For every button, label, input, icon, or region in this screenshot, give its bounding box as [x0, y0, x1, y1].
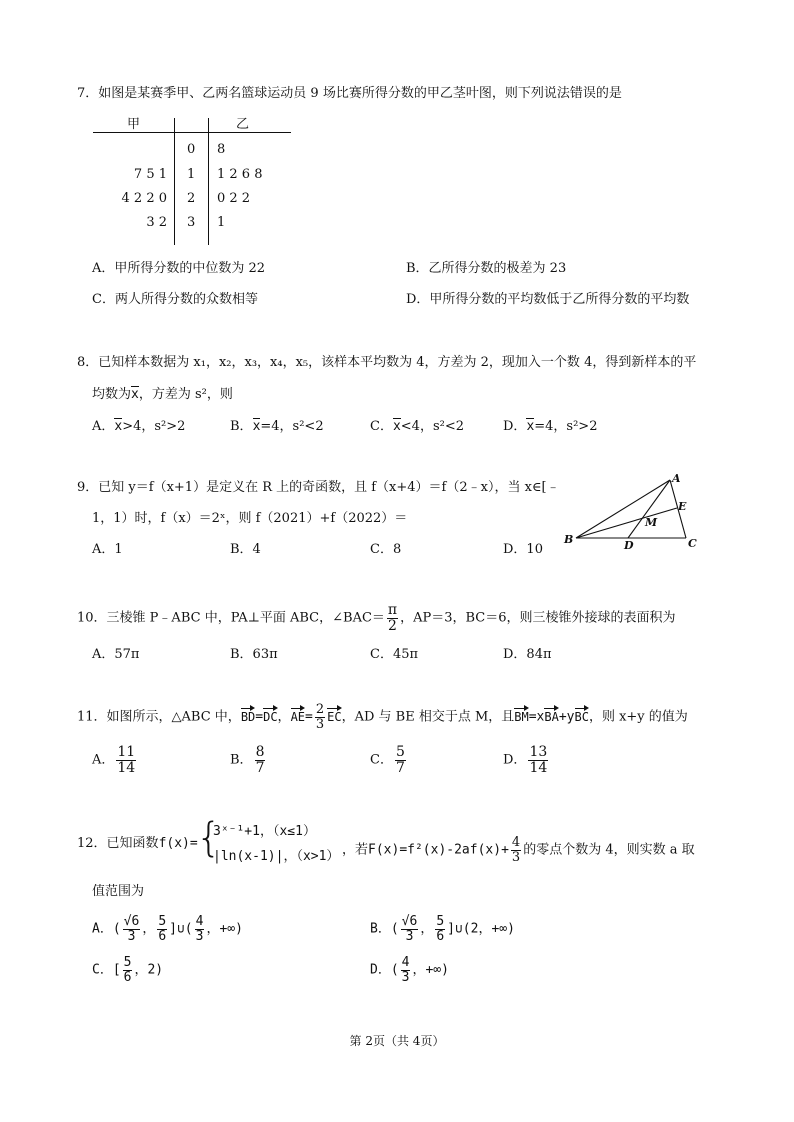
q7-option-d[interactable]: D．甲所得分数的平均数低于乙所得分数的平均数: [406, 292, 690, 307]
row1-left: 7 5 1: [133, 167, 167, 182]
q9-option-b[interactable]: B．4: [230, 542, 261, 557]
edge-ba: [576, 480, 670, 538]
q12-option-a[interactable]: A．( $\frac{√6}{3}$ ， $\frac{5}{6}$ ]∪( $\frac{4}{3}$ ，+∞): [92, 914, 243, 944]
q8-option-c[interactable]: C．x<4，s²<2: [370, 419, 464, 434]
segment-be: [576, 508, 677, 538]
vector-bm: BM: [514, 709, 529, 724]
q10-option-d[interactable]: D．84π: [503, 647, 552, 662]
vector-ba: BA: [544, 709, 559, 724]
q9-option-a[interactable]: A．1: [92, 542, 123, 557]
stem-leaf-plot: [93, 118, 293, 246]
q12-option-c[interactable]: C．[ $\frac{5}{6}$ ，2): [92, 955, 164, 985]
row2-stem: 2: [187, 191, 196, 206]
vector-bd: BD: [240, 709, 256, 724]
q9-option-d[interactable]: D．10: [503, 542, 543, 557]
row1-right: 1 2 6 8: [217, 167, 263, 182]
q12-line2: 值范围为: [92, 884, 145, 899]
q9-line1: 9．已知 y＝f（x+1）是定义在 R 上的奇函数，且 f（x+4）＝f（2﹣x），当 x∈[﹣: [77, 480, 560, 495]
q8-line1: 8．已知样本数据为 x₁，x₂，x₃，x₄，x₅，该样本平均数为 4，方差为 2，现加入一个数 4，得到新样本的平: [77, 355, 697, 370]
row3-right: 1: [217, 215, 226, 230]
label-d: D: [624, 539, 634, 552]
q11-option-b[interactable]: B． $\frac{8}{7}$: [230, 744, 265, 776]
vector-bc: BC: [574, 709, 589, 724]
label-e: E: [678, 500, 687, 513]
row3-left: 3 2: [146, 215, 167, 230]
q11-option-d[interactable]: D． $\frac{13}{14}$: [503, 744, 548, 776]
pi-over-2: $\frac{\pi}{2}$: [387, 602, 398, 634]
q7-option-a[interactable]: A．甲所得分数的中位数为 22: [92, 261, 266, 276]
head-jia: 甲: [127, 117, 141, 132]
head-yi: 乙: [236, 117, 250, 132]
row3-stem: 3: [187, 215, 196, 230]
q8-option-a[interactable]: A．x>4，s²>2: [92, 419, 186, 434]
q12-num-text: 12．已知函数f(x)=: [77, 836, 198, 851]
plot-divider-left: [174, 118, 175, 245]
plot-divider-right: [208, 118, 209, 245]
q11-option-a[interactable]: A． $\frac{11}{14}$: [92, 744, 136, 776]
piecewise-brace: {: [196, 815, 222, 861]
label-c: C: [688, 537, 697, 550]
label-m: M: [645, 516, 658, 529]
q8-option-b[interactable]: B．x=4，s²<2: [230, 419, 324, 434]
q8-option-d[interactable]: D．x=4，s²>2: [503, 419, 598, 434]
vector-ae: AE: [290, 709, 306, 724]
label-a: A: [672, 472, 681, 485]
q10-stem: 10．三棱锥 P﹣ABC 中，PA⊥平面 ABC，∠BAC＝ $\frac{\pi}{2}$ ，AP＝3，BC＝6，则三棱锥外接球的表面积为: [77, 602, 676, 634]
q9-option-c[interactable]: C．8: [370, 542, 402, 557]
row2-left: 4 2 2 0: [121, 191, 167, 206]
case-2: |ln(x-1)|，（x>1）: [213, 849, 340, 864]
q12-option-b[interactable]: B．( $\frac{√6}{3}$ ， $\frac{5}{6}$ ]∪(2，+∞): [370, 914, 515, 944]
q7-option-c[interactable]: C．两人所得分数的众数相等: [92, 292, 258, 307]
triangle-figure: [560, 470, 710, 554]
q7-stem: 7．如图是某赛季甲、乙两名篮球运动员 9 场比赛所得分数的甲乙茎叶图，则下列说法错误的是: [77, 86, 622, 101]
q9-line2: 1，1）时，f（x）＝2ˣ，则 f（2021）+f（2022）＝: [92, 511, 408, 526]
q11-option-c[interactable]: C． $\frac{5}{7}$: [370, 744, 405, 776]
row0-right: 8: [217, 142, 226, 157]
row1-stem: 1: [187, 167, 196, 182]
page-footer: 第 2页（共 4页）: [349, 1034, 445, 1048]
q12-option-d[interactable]: D．( $\frac{4}{3}$ ，+∞): [370, 955, 449, 985]
q11-stem: 11．如图所示，△ABC 中，BD=DC，AE= $\frac{2}{3}$ EC，AD 与 BE 相交于点 M，且BM=xBA+yBC，则 x+y 的值为: [77, 702, 688, 732]
q7-option-b[interactable]: B．乙所得分数的极差为 23: [406, 261, 567, 276]
q10-option-c[interactable]: C．45π: [370, 647, 419, 662]
q8-line2: 均数为x，方差为 s²，则: [92, 387, 233, 402]
vector-ec: EC: [327, 709, 342, 724]
x-bar: x: [131, 387, 139, 402]
label-b: B: [564, 533, 574, 546]
q12-stem-tail: ，若F(x)=f²(x)-2af(x)+ $\frac{4}{3}$ 的零点个数为 4，则实数 a 取: [342, 835, 695, 865]
case-1: 3ˣ⁻¹+1，（x≤1）: [213, 824, 316, 839]
row0-stem: 0: [187, 142, 196, 157]
q10-option-a[interactable]: A．57π: [92, 647, 140, 662]
vector-dc: DC: [263, 709, 278, 724]
q10-option-b[interactable]: B．63π: [230, 647, 278, 662]
row2-right: 0 2 2: [217, 191, 251, 206]
segment-ad: [628, 480, 670, 538]
plot-header-line: [93, 132, 291, 133]
